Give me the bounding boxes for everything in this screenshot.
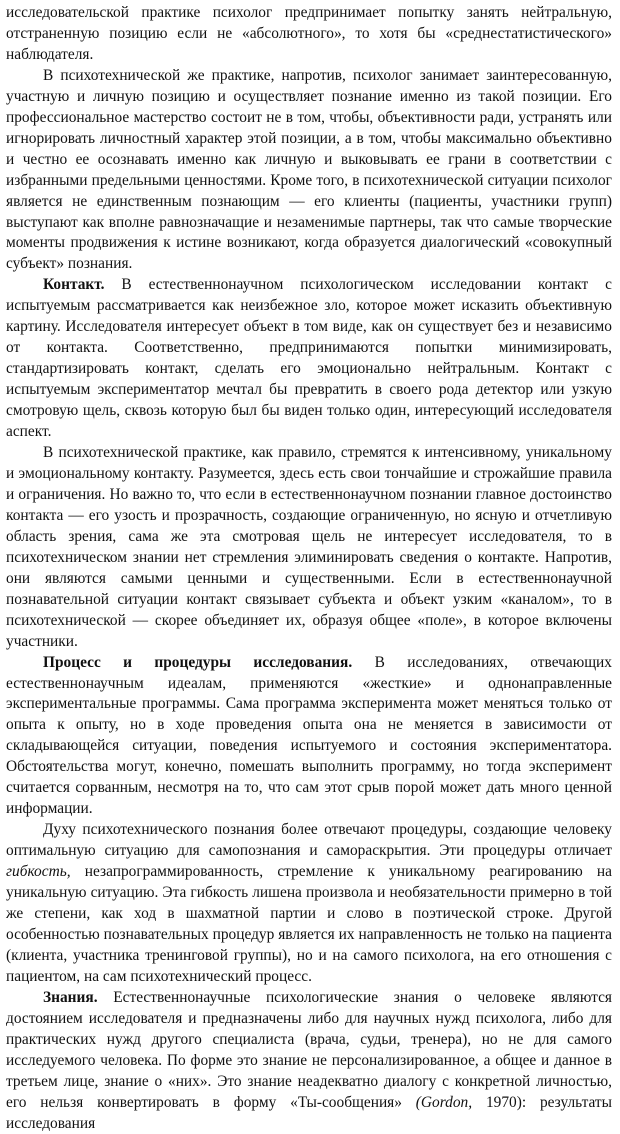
text-run: В исследованиях, отвечающих естественнонаучным идеалам, применяются «жесткие» и однонаправленные экспериментальные программы. Сама программа эксперимента может меняться только от опыта к опыту, но в ходе проведения опыта она не меняется в зависимости от складывающейся ситуации, поведения испытуемого и состояния экспериментатора. Обстоятельства могут, конечно, помешать выполнить программу, но тогда эксперимент считается сорванным, несмотря на то, что сам этот срыв порой может дать много ценной информации. bbox=[6, 653, 612, 818]
text-run: Духу психотехнического познания более отвечают процедуры, создающие человеку оптимальную ситуацию для самопознания и самораскрытия. Эти процедуры отличает bbox=[6, 821, 612, 860]
section-heading-contact: Контакт. bbox=[43, 276, 105, 294]
italic-term: гибкость, bbox=[6, 863, 71, 881]
paragraph-process-procedures bbox=[6, 653, 612, 821]
text-run: В психотехнической практике, как правило, стремятся к интенсивному, уникальному и эмоциональному контакту. Разумеется, здесь есть свои тончайшие и строжайшие правила и ограничения. Но важно то, что если в естественнонаучном познании главное достоинство контакта — его узость и прозрачность, создающие ограниченную, но ясную и отчетливую область зрения, сама же эта смотровая щель не интересует исследователя, то в психотехническом знании нет стремления элиминировать сведения о контакте. Напротив, они являются самыми ценными и существенными. Если в естественнонаучной познавательной ситуации контакт связывает субъекта и объект узким «каналом», то в психотехнической — скорее объединяет их, образуя общее «поле», в которое включены участники. bbox=[6, 444, 612, 650]
citation: (Gordon, bbox=[415, 1093, 473, 1111]
text-run: Естественнонаучные психологические знания о человеке являются достоянием исследователя и предназначены либо для научных нужд психолога, либо для практических нужд другого специалиста (врача, судьи, тренера), но не для самого исследуемого человека. По форме это знание не персонализированное, а общее и данное в третьем лице, знание о «них». Это знание неадекватно диалогу с конкретной личностью, его нельзя конвертировать в форму «Ты-сообщения» bbox=[6, 988, 612, 1111]
paragraph-psychotechnical-position bbox=[6, 66, 612, 276]
text-run: В психотехнической же практике, напротив, психолог занимает заинтересованную, участную и личную позицию и осуществляет познание именно из такой позиции. Его профессиональное мастерство состоит не в том, чтобы, объективности ради, устранять или игнорировать личностный характер этой позиции, а в том, чтобы максимально объективно и честно ее осознавать именно как личную и выковывать ее грани в соответствии с избранными предельными ценностями. Кроме того, в психотехнической ситуации психолог является не единственным познающим — его клиенты (пациенты, участники групп) выступают как вполне равнозначащие и незаменимые партнеры, так что самые творческие моменты продвижения к истине возникают, когда образуется диалогический «совокупный субъект» познания. bbox=[6, 66, 612, 273]
text-run: В естественнонаучном психологическом исследовании контакт с испытуемым рассматривается как неизбежное зло, которое может исказить объективную картину. Исследователя интересует объект в том виде, как он существует без и независимо от контакта. Соответственно, предпринимаются попытки минимизировать, стандартизировать контакт, сделать его эмоционально нейтральным. Контакт с испытуемым экспериментатор мечтал бы превратить в своего рода детектор или узкую смотровую щель, сквозь которую был бы виден только один, интересующий исследователя аспект. bbox=[6, 276, 612, 441]
text-run: исследовательской практике психолог предпринимает попытку занять нейтральную, отстраненную позицию если не «абсолютного», то хотя бы «среднестатистического» наблюдателя. bbox=[6, 4, 612, 63]
text-run: незапрограммированность, стремление к уникальному реагированию на уникальную ситуацию. Эта гибкость лишена произвола и необязательности примерно в той же степени, как ход в шахматной партии и слово в поэтической строке. Другой особенностью познавательных процедур является их направленность не только на пациента (клиента, участника тренинговой группы), но и на самого психолога, на его отношения с пациентом, на сам психотехнический процесс. bbox=[6, 863, 612, 985]
paragraph-flexibility bbox=[6, 820, 612, 988]
paragraph-psychotechnical-contact bbox=[6, 443, 612, 653]
paragraph-contact bbox=[6, 275, 612, 443]
text-run: 1970): результаты исследования bbox=[6, 1093, 612, 1132]
section-heading-knowledge: Знания. bbox=[43, 988, 98, 1006]
section-heading-process: Процесс и процедуры исследования. bbox=[43, 653, 353, 671]
paragraph-knowledge bbox=[6, 988, 612, 1134]
paragraph-continuation bbox=[6, 3, 612, 66]
